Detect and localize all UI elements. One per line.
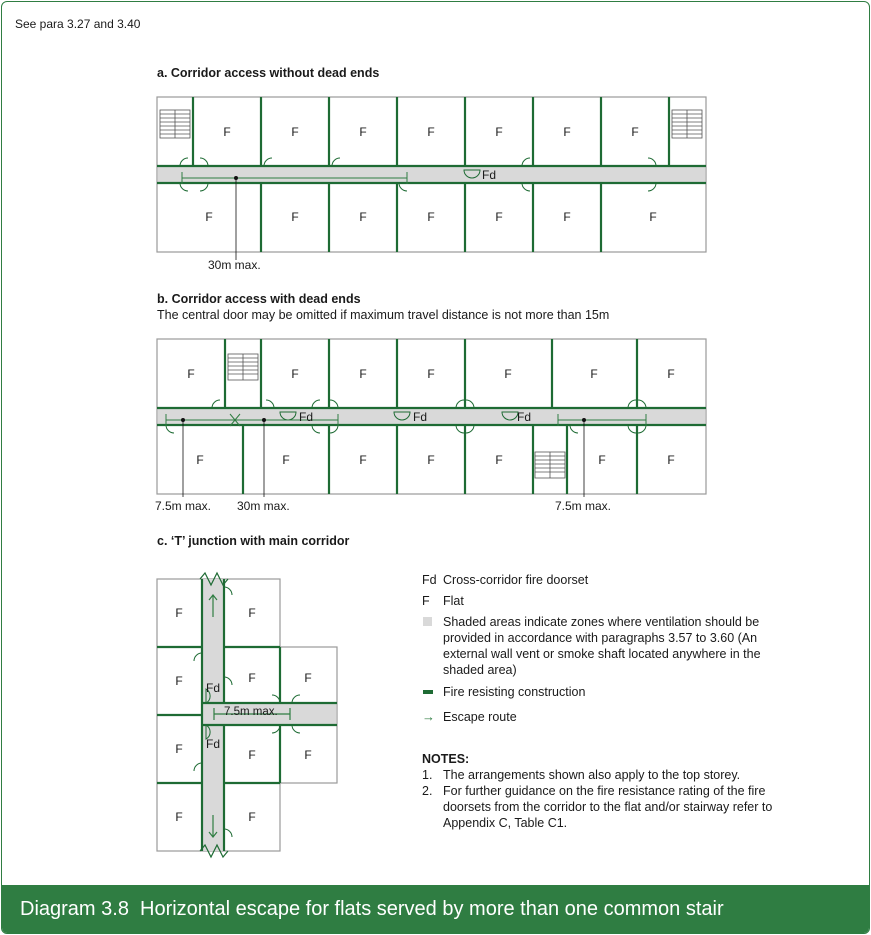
legend-fd-text: Cross-corridor fire doorset xyxy=(443,573,589,587)
flat-label-c: F xyxy=(304,748,312,762)
note-number: 1. xyxy=(422,768,433,782)
flat-label-a: F xyxy=(223,125,231,139)
flat-label-a: F xyxy=(563,210,571,224)
dim-label-b-right: 7.5m max. xyxy=(555,499,612,513)
flat-label-a: F xyxy=(291,125,299,139)
legend xyxy=(422,572,802,725)
flat-label-b: F xyxy=(504,367,512,381)
fd-label-b: Fd xyxy=(413,410,428,424)
flat-label-a: F xyxy=(563,125,571,139)
plan-corridor-dead-ends xyxy=(152,332,712,517)
flat-label-b: F xyxy=(282,453,290,467)
legend-shade-text: Shaded areas indicate zones where ventilation should be provided in accordance with paragraphs 3.57 to 3.60 (An external wall vent or smoke shaft located anywhere in the shaded area) xyxy=(443,615,761,677)
flat-label-c: F xyxy=(175,810,183,824)
dim-label-b-mid: 30m max. xyxy=(237,499,290,513)
plan-t-junction xyxy=(152,567,352,867)
flat-label-b: F xyxy=(667,367,675,381)
dim-label-c: 7.5m max. xyxy=(224,706,278,718)
section-a-title: a. Corridor access without dead ends xyxy=(157,66,380,80)
flat-label-b: F xyxy=(187,367,195,381)
caption-bar xyxy=(2,885,870,933)
flat-label-b: F xyxy=(359,453,367,467)
flat-label-b: F xyxy=(667,453,675,467)
legend-flat xyxy=(422,593,802,609)
flat-label-a: F xyxy=(631,125,639,139)
section-b-subtitle: The central door may be omitted if maximum travel distance is not more than 15m xyxy=(157,308,610,322)
flat-label-b: F xyxy=(598,453,606,467)
flat-label-b: F xyxy=(427,367,435,381)
note-item xyxy=(422,783,802,831)
flat-label-b: F xyxy=(427,453,435,467)
notes xyxy=(422,752,802,831)
plan-corridor-no-dead-ends xyxy=(152,90,712,275)
flat-label-c: F xyxy=(248,671,256,685)
legend-fire-resisting xyxy=(422,684,802,700)
dim-label-b-left: 7.5m max. xyxy=(155,499,212,513)
legend-fd-symbol: Fd xyxy=(422,573,437,587)
escape-arrow-icon: → xyxy=(422,709,435,724)
fd-label-b: Fd xyxy=(299,410,314,424)
legend-arrow-text: Escape route xyxy=(443,710,517,724)
fd-label-c: Fd xyxy=(206,737,221,751)
flat-label-a: F xyxy=(359,210,367,224)
fd-label-b: Fd xyxy=(517,410,532,424)
flat-label-a: F xyxy=(359,125,367,139)
caption-number: Diagram 3.8 xyxy=(20,898,129,920)
fd-label-c: Fd xyxy=(206,681,221,695)
note-item xyxy=(422,767,802,783)
flat-label-b: F xyxy=(291,367,299,381)
flat-label-c: F xyxy=(175,742,183,756)
legend-fire-text: Fire resisting construction xyxy=(443,685,586,699)
diagram-frame xyxy=(1,1,870,934)
legend-flat-symbol: F xyxy=(422,594,430,608)
flat-label-b: F xyxy=(590,367,598,381)
flat-label-c: F xyxy=(248,810,256,824)
flat-label-c: F xyxy=(175,674,183,688)
note-text: For further guidance on the fire resistance rating of the fire doorsets from the corridor to the flat and/or stairway refer to Appendix C, Table C1. xyxy=(443,784,773,830)
flat-label-a: F xyxy=(205,210,213,224)
flat-label-c: F xyxy=(175,606,183,620)
see-para-reference: See para 3.27 and 3.40 xyxy=(15,17,141,31)
section-c-title: c. ‘T’ junction with main corridor xyxy=(157,534,350,548)
fire-resisting-line-icon xyxy=(423,690,433,694)
note-number: 2. xyxy=(422,784,433,798)
flat-label-a: F xyxy=(427,210,435,224)
flat-label-a: F xyxy=(649,210,657,224)
dim-label-a: 30m max. xyxy=(208,258,261,272)
notes-heading: NOTES: xyxy=(422,752,470,766)
flat-label-c: F xyxy=(248,748,256,762)
flat-label-c: F xyxy=(248,606,256,620)
section-b-title: b. Corridor access with dead ends xyxy=(157,292,361,306)
fd-label-a: Fd xyxy=(482,168,497,182)
flat-label-b: F xyxy=(196,453,204,467)
legend-shade xyxy=(422,614,802,678)
shaded-area-icon xyxy=(423,617,432,626)
flat-label-a: F xyxy=(427,125,435,139)
legend-flat-text: Flat xyxy=(443,594,464,608)
caption-title: Horizontal escape for flats served by more than one common stair xyxy=(140,898,724,920)
flat-label-b: F xyxy=(359,367,367,381)
legend-fd xyxy=(422,572,802,588)
flat-label-a: F xyxy=(495,125,503,139)
flat-label-a: F xyxy=(291,210,299,224)
flat-label-c: F xyxy=(304,671,312,685)
legend-escape-route xyxy=(422,709,802,725)
flat-label-a: F xyxy=(495,210,503,224)
note-text: The arrangements shown also apply to the top storey. xyxy=(443,768,741,782)
flat-label-b: F xyxy=(495,453,503,467)
